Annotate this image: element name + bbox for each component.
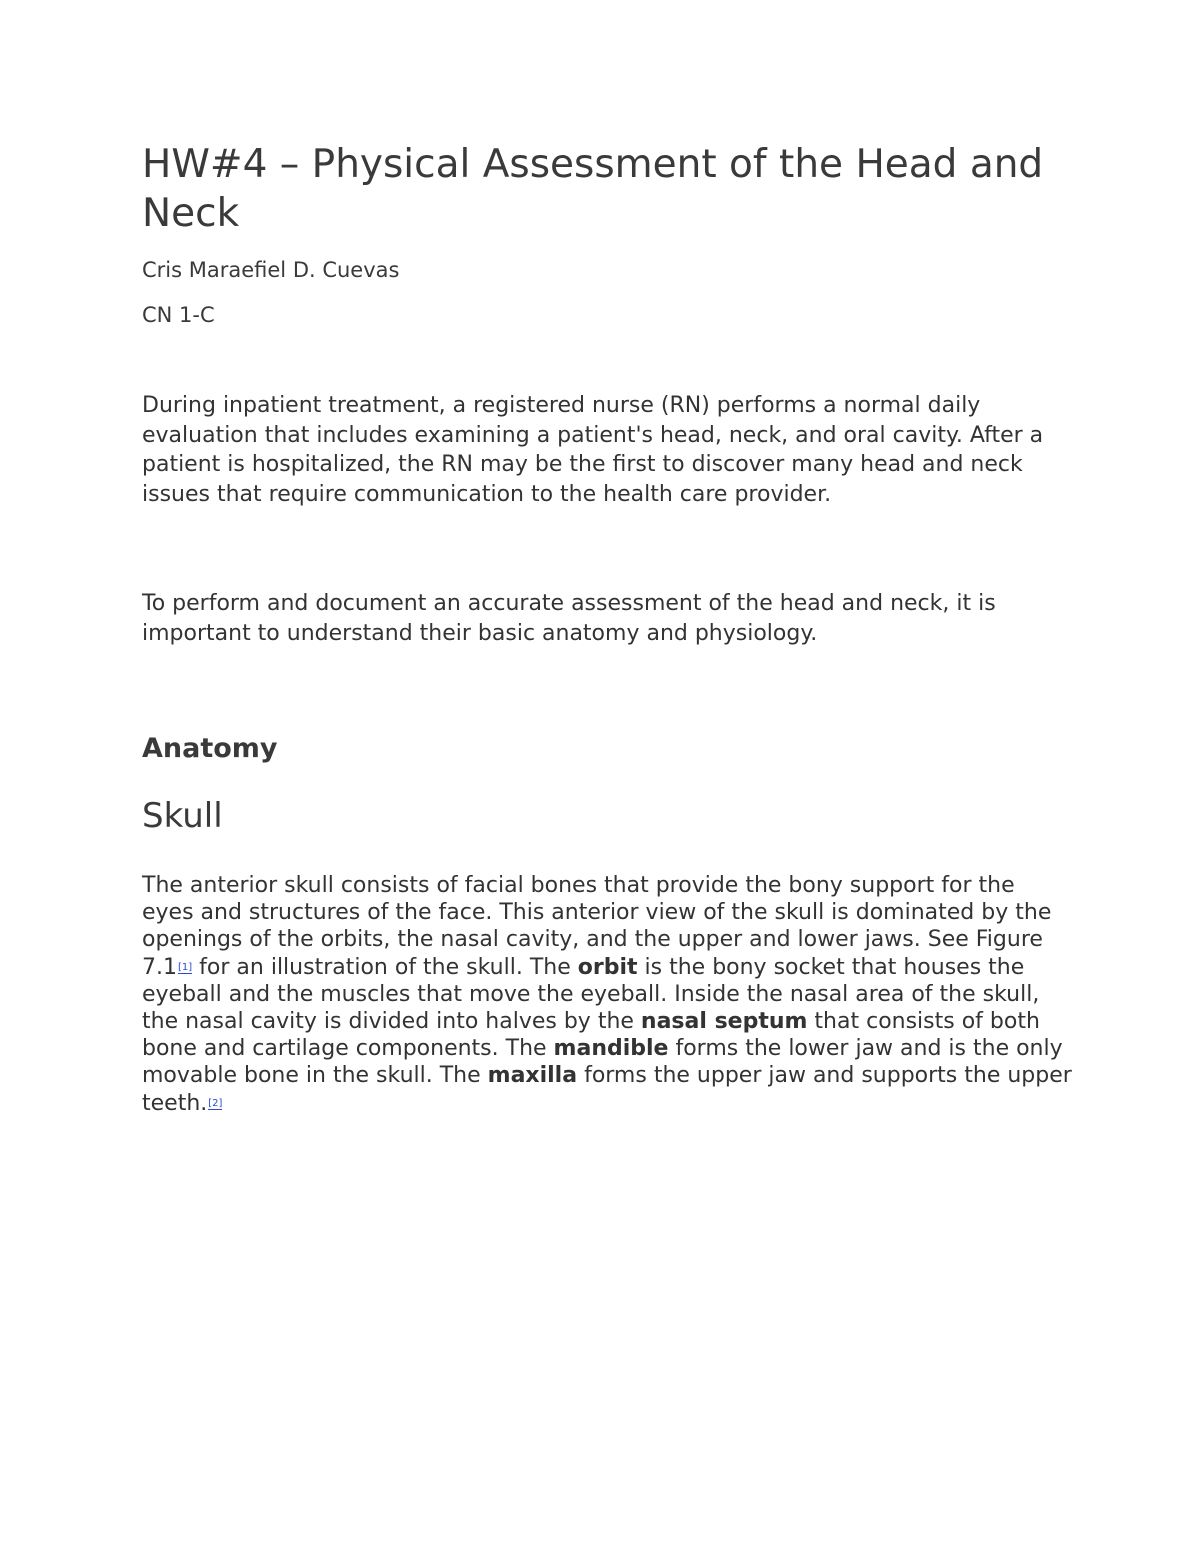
skull-text-2: for an illustration of the skull. The [192,954,578,980]
term-maxilla: maxilla [487,1063,578,1089]
intro-paragraph: During inpatient treatment, a registered nurse (RN) performs a normal daily evaluation that includes examining a patient's head, neck, and oral cavity. After a patient is hospitalized, the RN may be the first to discover many head and neck issues that require communication to the health care provider. [142,393,1044,507]
term-orbit: orbit [577,954,638,980]
skull-paragraph [142,872,1072,1117]
skull-text-5: forms the lower jaw and is the only movable bone in the skull. The [142,1036,1063,1089]
term-mandible: mandible [553,1036,669,1062]
skull-text-4: that consists of both bone and cartilage components. The [142,1009,1040,1062]
footnote-ref-2[interactable]: [2] [208,1097,223,1109]
skull-text-6: forms the upper jaw and supports the upper teeth. [142,1063,1072,1116]
term-nasal-septum: nasal septum [640,1009,808,1035]
author-name: Cris Maraefiel D. Cuevas [142,258,400,282]
skull-text-3: is the bony socket that houses the eyeball and the muscles that move the eyeball. Inside the nasal area of the skull, the nasal cavity is divided into halves by the [142,954,1040,1035]
heading-anatomy: Anatomy [142,733,278,764]
purpose-paragraph: To perform and document an accurate assessment of the head and neck, it is important to understand their basic anatomy and physiology. [142,591,996,646]
document-title: HW#4 – Physical Assessment of the Head and Neck [142,142,1044,236]
skull-text-1: The anterior skull consists of facial bones that provide the bony support for the eyes and structures of the face. This anterior view of the skull is dominated by the openings of the orbits, the nasal cavity, and the upper and lower jaws. See Figure 7.1 [142,873,1052,980]
footnote-ref-1[interactable]: [1] [178,961,193,973]
heading-skull: Skull [142,796,223,836]
class-section: CN 1-C [142,303,215,327]
